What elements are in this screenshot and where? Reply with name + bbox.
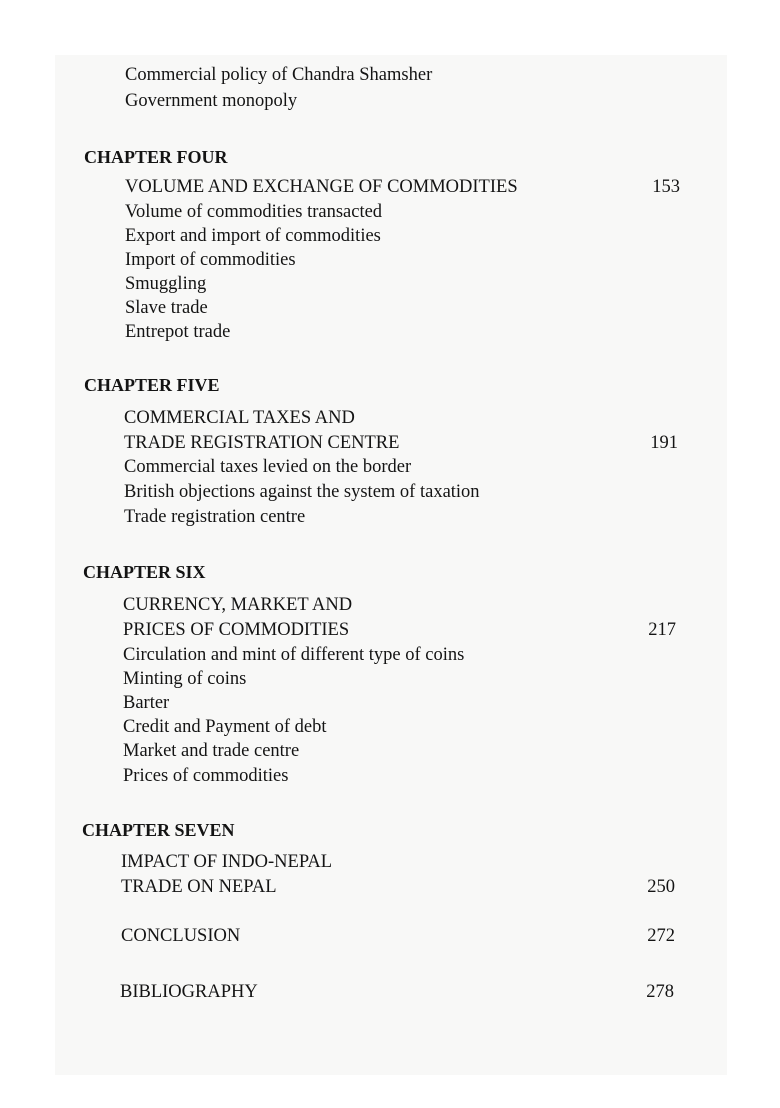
section-entry: Volume of commodities transacted xyxy=(125,202,383,222)
section-entry: Minting of coins xyxy=(123,669,247,689)
section-entry: Barter xyxy=(123,693,170,713)
section-entry: Credit and Payment of debt xyxy=(123,717,327,737)
section-entry: Market and trade centre xyxy=(123,741,300,761)
chapter-title: PRICES OF COMMODITIES xyxy=(123,620,350,640)
page-number: 250 xyxy=(647,877,675,897)
chapter-title: IMPACT OF INDO-NEPAL xyxy=(121,852,333,872)
section-entry: Entrepot trade xyxy=(125,322,231,342)
section-entry: Slave trade xyxy=(125,298,208,318)
section-entry: Commercial policy of Chandra Shamsher xyxy=(125,65,433,85)
page-number: 191 xyxy=(650,433,678,453)
section-entry: Commercial taxes levied on the border xyxy=(124,457,412,477)
chapter-title: VOLUME AND EXCHANGE OF COMMODITIES xyxy=(125,177,518,197)
section-entry: British objections against the system of taxation xyxy=(124,482,480,502)
section-entry: Export and import of commodities xyxy=(125,226,381,246)
section-entry: Trade registration centre xyxy=(124,507,306,527)
chapter-title: CONCLUSION xyxy=(121,926,241,946)
section-entry: Circulation and mint of different type of coins xyxy=(123,645,465,665)
chapter-title: TRADE ON NEPAL xyxy=(121,877,277,897)
chapter-title: BIBLIOGRAPHY xyxy=(120,982,258,1002)
page-number: 278 xyxy=(646,982,674,1002)
section-entry: Smuggling xyxy=(125,274,207,294)
page-number: 217 xyxy=(648,620,676,640)
section-entry: Import of commodities xyxy=(125,250,296,270)
chapter-heading: CHAPTER FOUR xyxy=(84,147,228,167)
chapter-heading: CHAPTER FIVE xyxy=(84,375,220,395)
chapter-heading: CHAPTER SEVEN xyxy=(82,820,235,840)
chapter-title: COMMERCIAL TAXES AND xyxy=(124,408,355,428)
section-entry: Prices of commodities xyxy=(123,766,289,786)
page-number: 153 xyxy=(652,177,680,197)
chapter-title: CURRENCY, MARKET AND xyxy=(123,595,353,615)
chapter-heading: CHAPTER SIX xyxy=(83,562,206,582)
section-entry: Government monopoly xyxy=(125,91,298,111)
page-number: 272 xyxy=(647,926,675,946)
chapter-title: TRADE REGISTRATION CENTRE xyxy=(124,433,400,453)
